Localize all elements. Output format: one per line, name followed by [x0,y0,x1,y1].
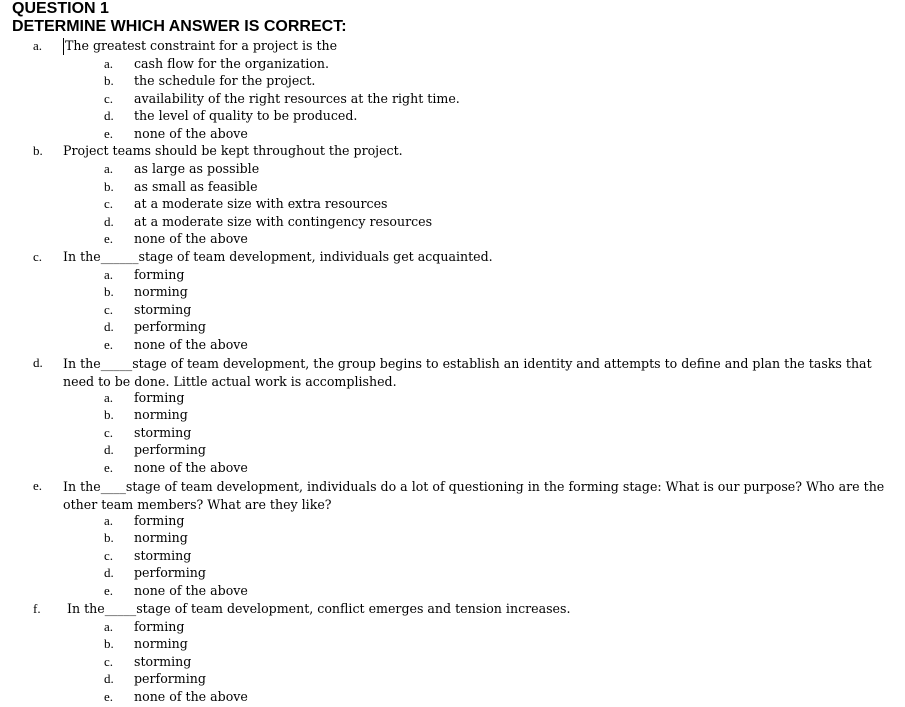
option-text[interactable]: at a moderate size with extra resources [134,196,388,211]
option-text[interactable]: forming [134,390,185,405]
question-label: c. [33,249,43,264]
option-text[interactable]: forming [134,619,185,634]
option-label: a. [104,513,114,528]
option-text[interactable]: performing [134,442,206,457]
question-text[interactable]: The greatest constraint for a project is the [65,38,338,53]
question-number-heading: QUESTION 1 [12,0,109,17]
option-label: a. [104,390,114,405]
question-label: d. [33,355,43,370]
option-label: c. [104,196,114,211]
option-label: c. [104,654,114,669]
option-label: b. [104,284,114,299]
text-cursor [63,38,64,55]
option-label: b. [104,73,114,88]
option-label: a. [104,161,114,176]
option-text[interactable]: none of the above [134,689,248,704]
option-label: b. [104,179,114,194]
option-label: c. [104,91,114,106]
option-text[interactable]: norming [134,530,188,545]
option-label: d. [104,671,114,686]
option-label: e. [104,689,114,704]
question-label: b. [33,143,43,158]
option-label: a. [104,56,114,71]
option-text[interactable]: storming [134,548,192,563]
option-label: d. [104,214,114,229]
option-text[interactable]: none of the above [134,337,248,352]
question-text[interactable]: In the____stage of team development, individuals do a lot of questioning in the forming stage: What is our purpose? Who are the other team members? What are they like? [63,479,885,512]
option-text[interactable]: at a moderate size with contingency resources [134,214,433,229]
option-label: d. [104,319,114,334]
option-text[interactable]: storming [134,654,192,669]
option-text[interactable]: norming [134,636,188,651]
option-text[interactable]: performing [134,319,206,334]
option-label: e. [104,337,114,352]
option-label: e. [104,231,114,246]
option-label: c. [104,548,114,563]
option-label: e. [104,460,114,475]
option-text[interactable]: none of the above [134,126,248,141]
option-label: c. [104,425,114,440]
option-label: e. [104,126,114,141]
instructions-heading: DETERMINE WHICH ANSWER IS CORRECT: [12,18,347,35]
option-label: d. [104,565,114,580]
question-text[interactable]: In the_____stage of team development, the group begins to establish an identity and attempts to define and plan the tasks that need to be done. Little actual work is accomplished. [63,356,872,389]
option-label: a. [104,267,114,282]
option-text[interactable]: forming [134,513,185,528]
option-label: b. [104,407,114,422]
option-label: b. [104,530,114,545]
option-text[interactable]: storming [134,425,192,440]
option-text[interactable]: none of the above [134,583,248,598]
option-label: c. [104,302,114,317]
question-label: a. [33,38,43,53]
option-text[interactable]: none of the above [134,460,248,475]
option-label: a. [104,619,114,634]
option-text[interactable]: the level of quality to be produced. [134,108,358,123]
option-text[interactable]: availability of the right resources at the right time. [134,91,460,106]
question-label: e. [33,478,43,493]
option-text[interactable]: none of the above [134,231,248,246]
option-text[interactable]: cash flow for the organization. [134,56,330,71]
option-text[interactable]: as small as feasible [134,179,258,194]
question-text[interactable]: In the______stage of team development, individuals get acquainted. [63,249,493,264]
question-label: f. [33,601,41,616]
option-label: e. [104,583,114,598]
option-text[interactable]: norming [134,284,188,299]
option-text[interactable]: storming [134,302,192,317]
option-label: b. [104,636,114,651]
option-text[interactable]: performing [134,565,206,580]
question-text[interactable]: Project teams should be kept throughout the project. [63,143,403,158]
option-label: d. [104,108,114,123]
option-text[interactable]: forming [134,267,185,282]
option-text[interactable]: as large as possible [134,161,260,176]
option-label: d. [104,442,114,457]
question-text[interactable]: In the_____stage of team development, conflict emerges and tension increases. [67,601,571,616]
option-text[interactable]: norming [134,407,188,422]
option-text[interactable]: performing [134,671,206,686]
option-text[interactable]: the schedule for the project. [134,73,316,88]
